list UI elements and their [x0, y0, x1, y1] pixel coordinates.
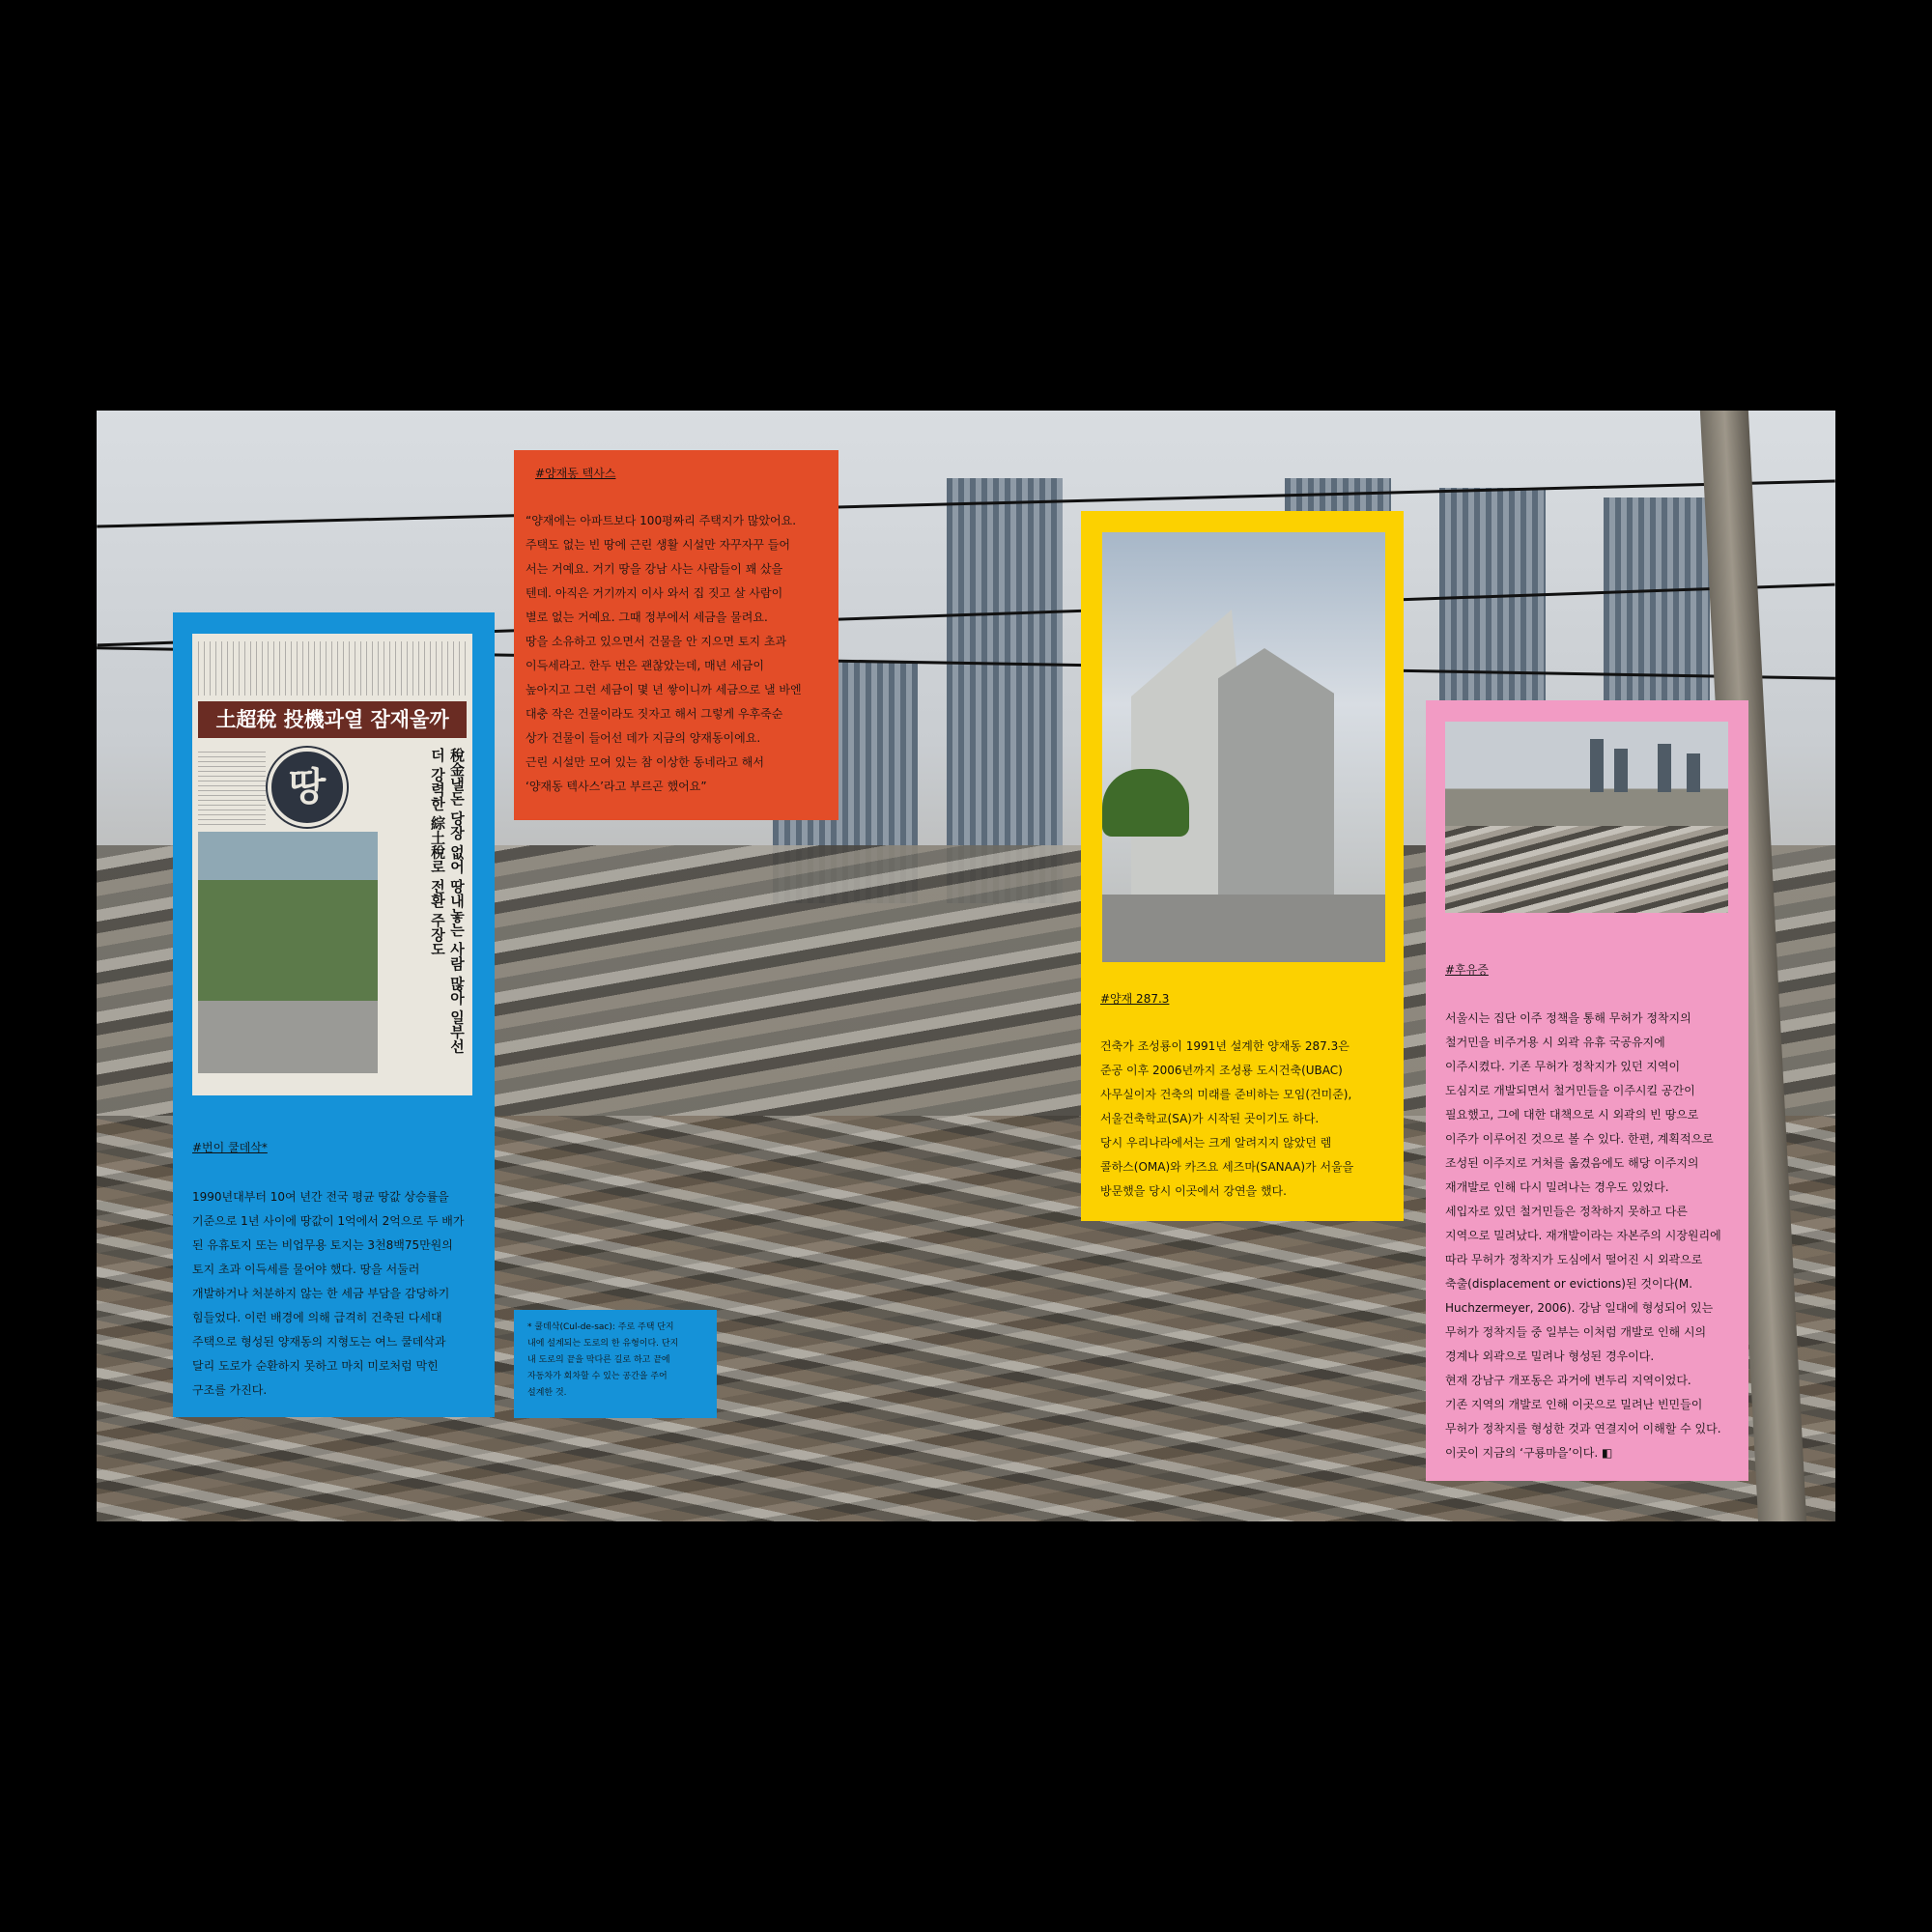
- panel-aftereffects: [1426, 700, 1748, 1481]
- distant-tower: [1590, 739, 1604, 792]
- distant-tower: [1687, 753, 1700, 792]
- distant-tower: [1614, 749, 1628, 792]
- newspaper-circle-emblem: 땅: [268, 748, 347, 827]
- panel-yangjae-texas: [514, 450, 838, 820]
- newspaper-clipping: [192, 634, 472, 1095]
- building-facade: [1218, 648, 1334, 899]
- footnote-cul-de-sac: [514, 1310, 717, 1418]
- section-body: 1990년대부터 10여 년간 전국 평균 땅값 상승률을 기준으로 1년 사이에 땅값이 1억에서 2억으로 두 배가 된 유휴토지 또는 비업무용 토지는 3천8백75만원의 토지 초과 이득세를 물어야 했다. 땅을 서둘러 개발하거나 처분하지 않는 한 세금 부담을 감당하기 힘들었다. 이런 배경에 의해 급격히 건축된 다세대 주택으로 형성된 양재동의 지형도는 여느 쿨데삭과 달리 도로가 순환하지 못하고 마치 미로처럼 막힌 구조를 가진다.: [192, 1190, 465, 1397]
- section-body: 서울시는 집단 이주 정책을 통해 무허가 정착지의 철거민을 비주거용 시 외곽 유휴 국공유지에 이주시켰다. 기존 무허가 정착지가 있던 지역이 도심지로 개발되면서 철거민들을 이주시킬 공간이 필요했고, 그에 대한 대책으로 시 외곽의 빈 땅으로 이주가 이루어진 것으로 볼 수 있다. 한편, 계획적으로 조성된 이주지로 거처를 옮겼음에도 해당 이주지의 재개발로 인해 다시 밀려나는 경우도 있었다. 세입자로 있던 철거민들은 정착하지 못하고 다른 지역으로 밀려났다. 재개발이라는 자본주의 시장원리에 따라 무허가 정착지가 도심에서 떨어진 시 외곽으로 축출(displacement or evictions)된 것이다(M. Huchzermeyer, 2006). 강남 일대에 형성되어 있는 무허가 정착지들 중 일부는 이처럼 개발로 인해 시의 경계나 외곽으로 밀려나 형성된 경우이다. 현재 강남구 개포동은 과거에 변두리 지역이었다. 기존 지역의 개발로 인해 이곳으로 밀려난 빈민들이 무허가 정착지를 형성한 것과 연결지어 이해할 수 있다. 이곳이 지금의 ‘구룡마을’이다. ◧: [1445, 1011, 1721, 1460]
- section-tag: #후유증: [1445, 963, 1489, 977]
- settlement-huts: [1445, 826, 1728, 913]
- building-photo: [1102, 532, 1385, 962]
- footnote-body: * 쿨데삭(Cul-de-sac): 주로 주택 단지 내에 설계되는 도로의 한 유형이다. 단지 내 도로의 끝을 막다른 길로 하고 끝에 자동차가 회차할 수 있는 공간을 주어 설계한 것.: [527, 1322, 679, 1398]
- street: [1102, 895, 1385, 962]
- panel-yangjae-287-3: [1081, 511, 1404, 1221]
- tree: [1102, 769, 1189, 837]
- newspaper-text-columns: [198, 641, 467, 696]
- newspaper-headline: 土超稅 投機과열 잠재울까: [198, 701, 467, 738]
- section-tag: #번이 쿨데삭*: [192, 1141, 268, 1154]
- newspaper-fine-print: [198, 748, 266, 825]
- settlement-photo: [1445, 722, 1728, 913]
- section-tag: #양재동 텍사스: [535, 467, 616, 480]
- newspaper-vertical-subhead: 稅金낼돈 당장 없어 땅내놓는 사람 많아 일부선 더 강력한 綜土稅로 전환 주장도: [429, 748, 466, 1054]
- distant-tower: [1658, 744, 1671, 792]
- section-tag: #양재 287.3: [1100, 992, 1170, 1006]
- section-body: 건축가 조성룡이 1991년 설계한 양재동 287.3은 준공 이후 2006년까지 조성룡 도시건축(UBAC) 사무실이자 건축의 미래를 준비하는 모임(건미준), 서울건축학교(SA)가 시작된 곳이기도 하다. 당시 우리나라에서는 크게 알려지지 않았던 렘 콜하스(OMA)와 카즈요 세즈마(SANAA)가 서울을 방문했을 당시 이곳에서 강연을 했다.: [1100, 1039, 1354, 1198]
- newspaper-aerial-photo: [198, 832, 378, 1073]
- skyscraper: [947, 478, 1063, 903]
- panel-cul-de-sac: [173, 612, 495, 1417]
- quote-body: “양재에는 아파트보다 100평짜리 주택지가 많았어요. 주택도 없는 빈 땅에 근린 생활 시설만 자꾸자꾸 들어 서는 거예요. 거기 땅을 강남 사는 사람들이 꽤 샀을 텐데. 아직은 거기까지 이사 와서 집 짓고 살 사람이 별로 없는 거예요. 그때 정부에서 세금을 물려요. 땅을 소유하고 있으면서 건물을 안 지으면 토지 초과 이득세라고. 한두 번은 괜찮았는데, 매년 세금이 높아지고 그런 세금이 몇 년 쌓이니까 세금으로 낼 바엔 대충 작은 건물이라도 짓자고 해서 그렇게 우후죽순 상가 건물이 들어선 데가 지금의 양재동이에요. 근린 시설만 모여 있는 참 이상한 동네라고 해서 ‘양재동 텍사스’라고 부르곤 했어요”: [526, 514, 802, 793]
